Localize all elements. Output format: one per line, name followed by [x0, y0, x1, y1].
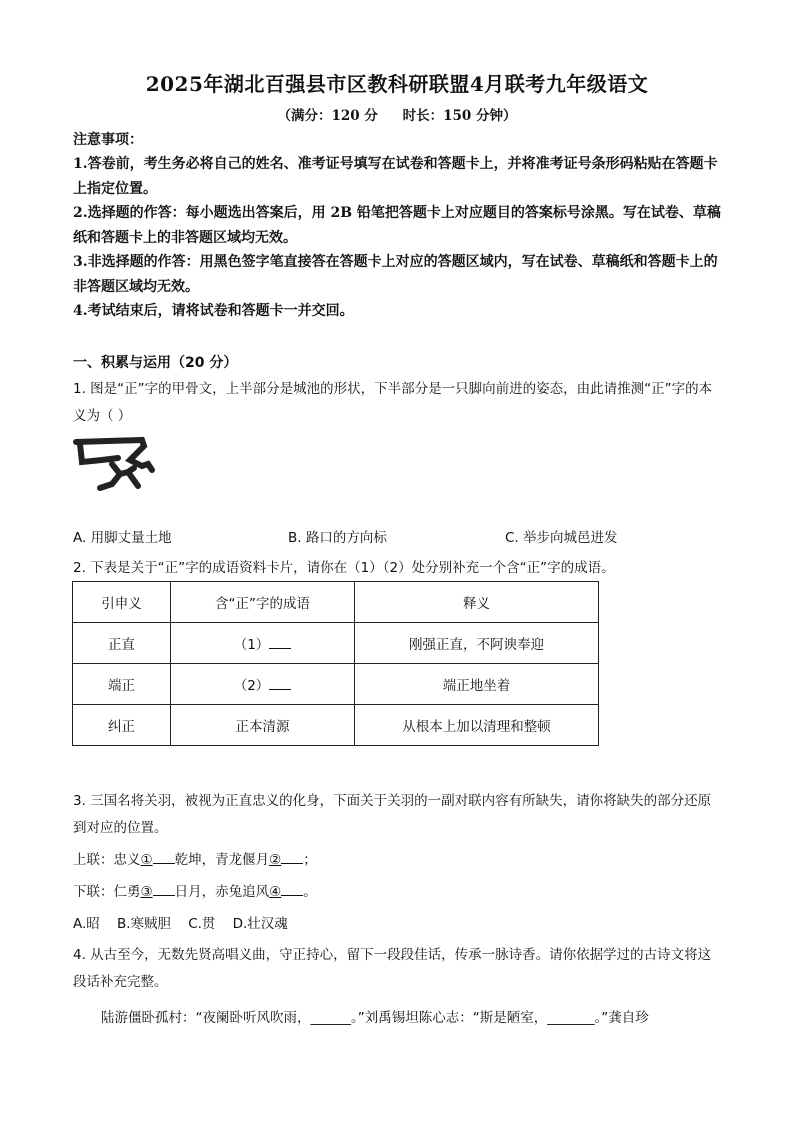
answer-blank[interactable]: [153, 881, 175, 896]
exam-subtitle: [0, 104, 794, 124]
option-b: B.寒贼胆: [116, 916, 172, 932]
table-cell: 纠正: [73, 705, 171, 746]
question-4-line: 陆游僵卧孤村：“夜阑卧听风吹雨，______。”刘禹锡坦陈心志：“斯是陋室，_______。”龚自珍: [101, 1010, 649, 1026]
option-a: A.昭: [73, 916, 100, 932]
answer-blank[interactable]: [281, 849, 303, 864]
question-1-stem: 1. 图是“正”字的甲骨文，上半部分是城池的形状，下半部分是一只脚向前进的姿态，由此请推测“正”字的本义为（ ）: [73, 381, 713, 424]
notice-heading: 注意事项：: [73, 132, 143, 148]
question-3-options: [73, 911, 723, 938]
table-row: [73, 664, 599, 705]
table-header-row: [73, 582, 599, 623]
score-info: （满分：120 分: [277, 108, 378, 124]
couplet-upper: 上联：忠义① 乾坤，青龙偃月② ；: [73, 847, 723, 874]
notice-item-3: 3.非选择题的作答：用黑色签字笔直接答在答题卡上对应的答题区域内，写在试卷、草稿纸和答题卡上的非答题区域均无效。: [73, 254, 718, 295]
table-cell-blank-2: （2）: [171, 664, 355, 705]
question-3-stem: 3. 三国名将关羽，被视为正直忠义的化身，下面关于关羽的一副对联内容有所缺失，请你将缺失的部分还原到对应的位置。: [73, 793, 712, 836]
table-cell: 刚强正直，不阿谀奉迎: [355, 623, 599, 664]
table-cell: 正本清源: [171, 705, 355, 746]
table-cell: 从根本上加以清理和整顿: [355, 705, 599, 746]
couplet-lower: 下联：仁勇③ 日月，赤兔追风④ 。: [73, 879, 723, 906]
answer-blank[interactable]: [281, 881, 303, 896]
question-1-option-b: B. 路口的方向标: [288, 530, 387, 546]
table-header: 释义: [355, 582, 599, 623]
notice-item-1: 1.答卷前，考生务必将自己的姓名、准考证号填写在试卷和答题卡上，并将准考证号条形码粘贴在答题卡上指定位置。: [73, 156, 718, 197]
table-row: [73, 623, 599, 664]
section-heading: 一、积累与运用（20 分）: [73, 355, 238, 371]
idiom-card-table: [72, 581, 599, 746]
question-2-stem: 2. 下表是关于“正”字的成语资料卡片，请你在（1）（2）处分别补充一个含“正”字的成语。: [73, 560, 615, 576]
option-d: D.壮汉魂: [232, 916, 288, 932]
option-c: C.贯: [188, 916, 216, 932]
table-row: [73, 705, 599, 746]
table-cell: 正直: [73, 623, 171, 664]
question-1-option-a: A. 用脚丈量土地: [73, 530, 172, 546]
answer-blank[interactable]: [269, 675, 291, 690]
question-4-stem: 4. 从古至今，无数先贤高唱义曲，守正持心，留下一段段佳话，传承一脉诗香。请你依据学过的古诗文将这段话补充完整。: [73, 947, 712, 990]
answer-blank[interactable]: [153, 849, 175, 864]
answer-blank[interactable]: [269, 634, 291, 649]
question-1-option-c: C. 举步向城邑进发: [505, 530, 618, 546]
time-info: 时长：150 分钟）: [402, 108, 517, 124]
notice-item-4: 4.考试结束后，请将试卷和答题卡一并交回。: [73, 303, 354, 319]
oracle-bone-zheng-glyph: [72, 436, 156, 492]
exam-title: 2025年湖北百强县市区教科研联盟4月联考九年级语文: [145, 72, 649, 96]
table-cell-blank-1: （1）: [171, 623, 355, 664]
table-header: 含“正”字的成语: [171, 582, 355, 623]
table-header: 引申义: [73, 582, 171, 623]
table-cell: 端正地坐着: [355, 664, 599, 705]
table-cell: 端正: [73, 664, 171, 705]
notice-item-2: 2.选择题的作答：每小题选出答案后，用 2B 铅笔把答题卡上对应题目的答案标号涂黑。写在试卷、草稿纸和答题卡上的非答题区域均无效。: [73, 205, 721, 246]
